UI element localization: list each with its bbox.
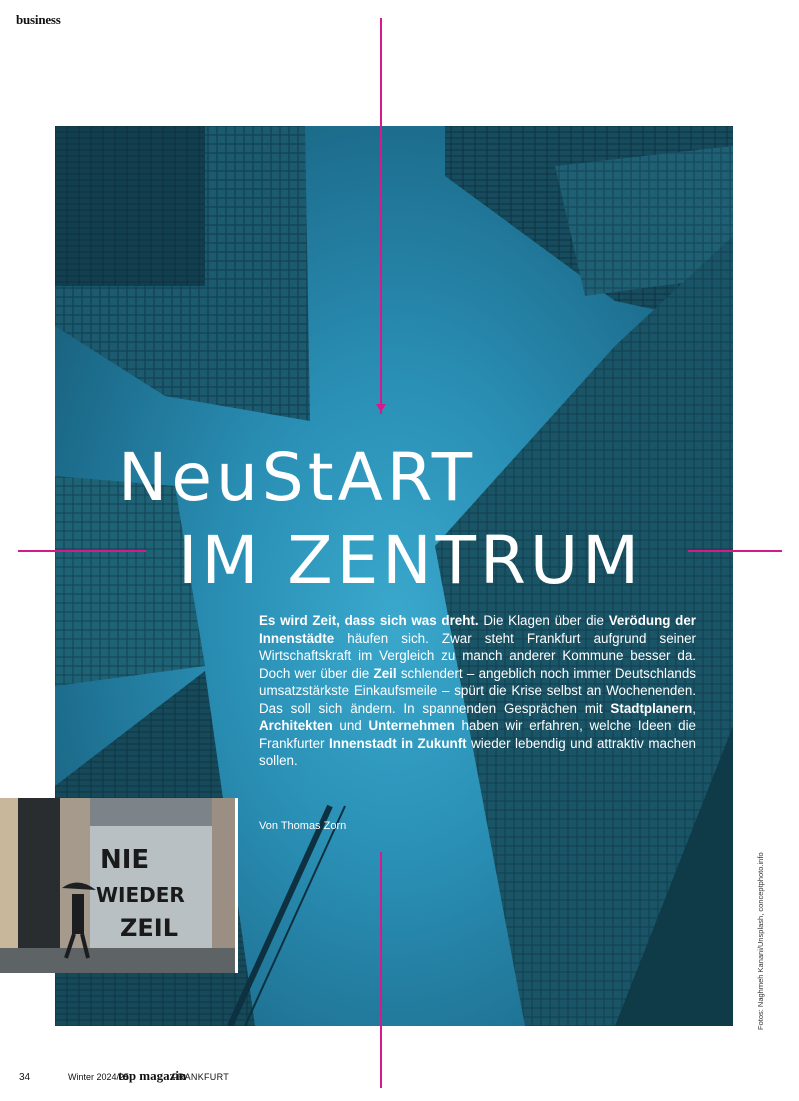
crop-mark-top-arrow [376,404,386,412]
graffiti-shopfront-illustration [0,798,235,973]
headline-line-1: NeuStART [118,439,477,516]
photo-credit: Fotos: Naghmeh Kanani/Unsplash, conceptphoto.info [756,852,765,1030]
intro-segment: haben wir erfahren, welche Ideen die Frankfurter [259,718,696,751]
section-label: business [16,12,61,27]
intro-segment: Stadtplanern [610,700,693,716]
intro-segment: Verödung der Innenstädte [259,613,697,646]
crop-mark-top [380,18,382,414]
intro-paragraph [259,612,696,770]
intro-segment: Die Klagen über die [478,613,609,628]
intro-segment: Innenstadt in Zukunft [328,735,467,751]
inset-photo [0,798,238,973]
intro-segment: wieder lebendig und attraktiv machen sollen. [259,735,696,768]
graffiti-line-3: ZEIL [120,914,179,942]
city-label: FRANKFURT [172,1072,230,1082]
intro-segment: Zeil [373,665,397,681]
intro-segment: Es wird Zeit, dass sich was dreht. [259,613,479,628]
person-figure [72,894,84,934]
intro-segment: Unternehmen [368,718,455,733]
intro-segment: , [692,700,696,716]
crop-mark-left [18,550,146,552]
graffiti-line-2: WIEDER [96,883,185,907]
crop-mark-right [688,550,782,552]
issue-label: Winter 2024/25 [68,1072,130,1082]
intro-segment: und [332,718,369,733]
page-number: 34 [19,1072,31,1083]
byline: Von Thomas Zorn [259,820,347,832]
intro-segment: häufen sich. Zwar steht Frankfurt aufgrund seiner Wirtschaftskraft im Vergleich zu manch anderer Kommune besser da. Doch wer über die [259,630,696,681]
intro-segment: Architekten [259,718,333,733]
magazine-logo: top magazin [118,1068,187,1083]
headline-line-2: IM ZENTRUM [178,522,644,599]
intro-segment: schlendert – angeblich noch immer Deutschlands umsatzstärkste Einkaufsmeile – spürt die Krise selbst an Wochenenden. Das soll sich ändern. In spannenden Gesprächen mit [259,665,697,716]
graffiti-line-1: NIE [100,845,150,875]
crop-mark-bottom [380,852,382,1088]
